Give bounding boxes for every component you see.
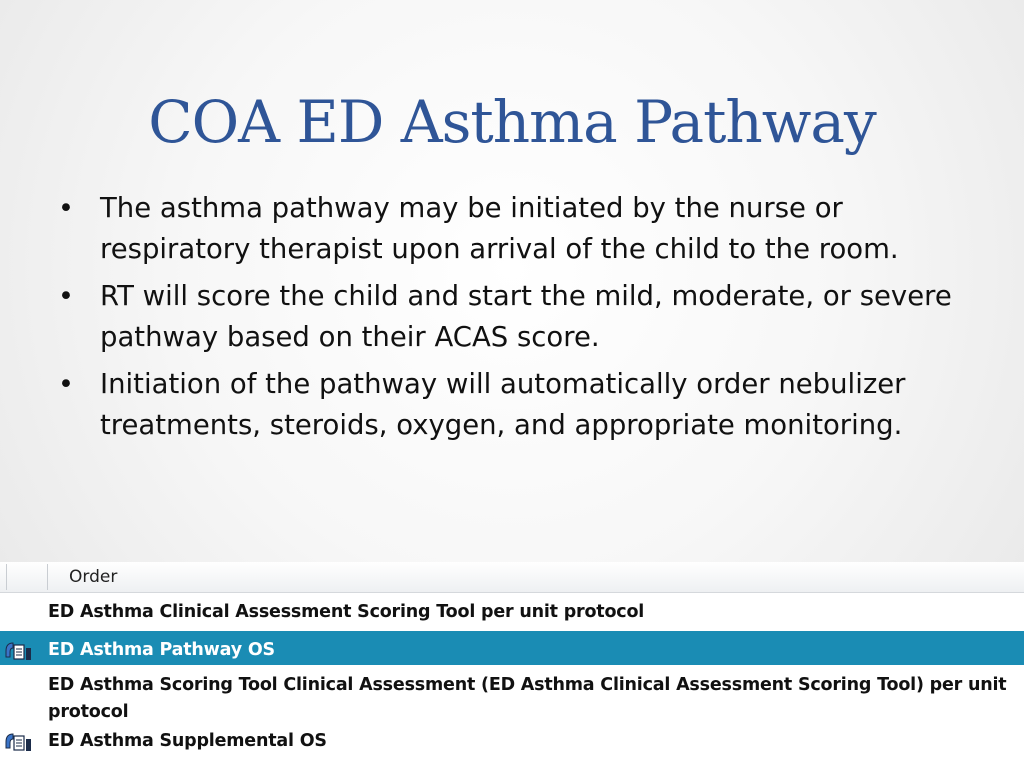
order-set-icon (4, 730, 34, 754)
bullet-text: The asthma pathway may be initiated by the nurse or respiratory therapist upon arrival of the child to the room. (100, 192, 899, 265)
order-row[interactable] (0, 593, 1024, 627)
order-row[interactable] (0, 722, 1024, 756)
bullet-text: RT will score the child and start the mild, moderate, or severe pathway based on their ACAS score. (100, 280, 952, 353)
order-list-panel (0, 562, 1024, 768)
column-header-blank[interactable] (0, 564, 7, 590)
bullet-dot: • (58, 281, 74, 312)
bullet-item (58, 188, 958, 270)
bullet-dot: • (58, 369, 74, 400)
order-row-label: ED Asthma Supplemental OS (48, 731, 327, 751)
order-row-label: ED Asthma Pathway OS (48, 640, 275, 660)
order-row-label: ED Asthma Clinical Assessment Scoring Tool per unit protocol (48, 602, 645, 622)
order-row[interactable] (0, 666, 1024, 722)
bullet-item (58, 364, 958, 446)
order-set-icon (4, 639, 34, 663)
order-row-selected[interactable] (0, 631, 1024, 665)
bullet-list (58, 188, 958, 452)
bullet-item (58, 276, 958, 358)
slide-title: COA ED Asthma Pathway (148, 88, 876, 156)
column-header-icon[interactable] (7, 564, 48, 590)
column-header-order[interactable]: Order (69, 567, 118, 587)
order-row-label: ED Asthma Scoring Tool Clinical Assessment (ED Asthma Clinical Assessment Scoring Tool) per unit protocol (48, 675, 1007, 722)
bullet-text: Initiation of the pathway will automatically order nebulizer treatments, steroids, oxygen, and appropriate monitoring. (100, 368, 906, 441)
order-list-header (0, 562, 1024, 593)
bullet-dot: • (58, 193, 74, 224)
